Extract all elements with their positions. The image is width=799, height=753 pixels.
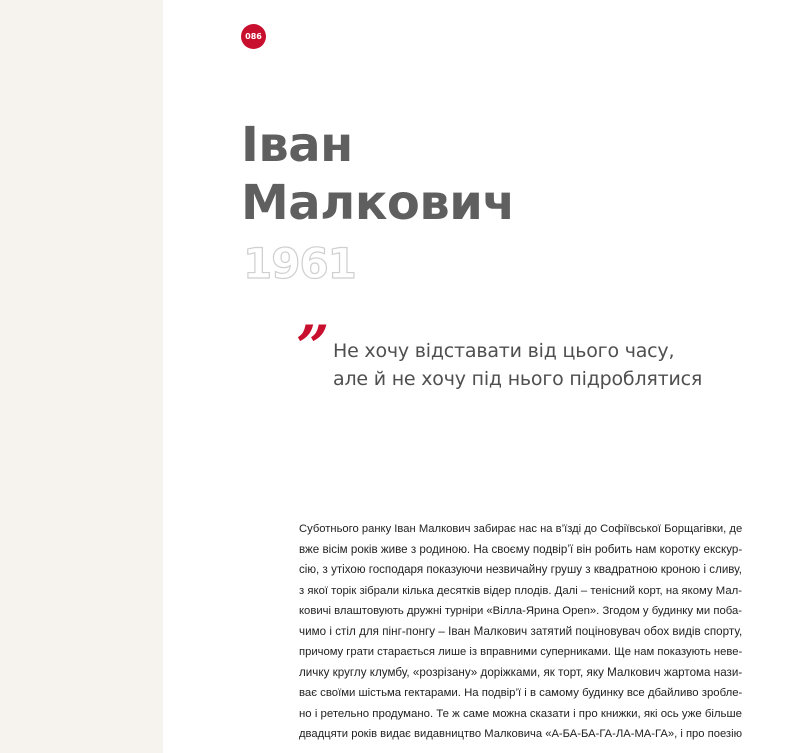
body-line: Суботнього ранку Іван Малкович забирає нас на в’їзді до Софіївської Борщагівки, де: [299, 523, 742, 535]
quote-line: Не хочу відставати від цього часу,: [333, 340, 675, 362]
title-line-last-name: Малкович: [241, 175, 515, 231]
birth-year: 1961: [243, 239, 356, 288]
page-number-badge: 086: [241, 24, 266, 49]
body-line: з якої торік зібрали кілька десятків відер плодів. Далі – тенісний корт, на якому Мал-: [299, 584, 742, 597]
article-body: [299, 519, 742, 745]
body-line: но і ретельно продумано. Те ж саме можна сказати і про книжки, які ось уже більше: [299, 707, 742, 720]
body-line: причому грати старається лише із вправними суперниками. Ще нам показують неве-: [299, 646, 742, 658]
body-line: вже вісім років живе з родиною. На своєму подвір’ї він робить нам коротку екскур-: [299, 542, 742, 556]
body-line: ковичі влаштовують дружні турніри «Вілла-Ярина Open». Згодом у будинку ми поба-: [299, 605, 742, 617]
body-line: личку круглу клумбу, «розрізану» доріжками, як торт, яку Малкович жартома нази-: [299, 665, 742, 679]
quote-mark-icon: ”: [296, 313, 330, 381]
body-line: чимо і стіл для пінг-понгу – Іван Малкович затятий поціновувач обох видів спорту,: [299, 624, 742, 638]
pull-quote: [333, 337, 702, 393]
quote-line: але й не хочу під нього підроблятися: [333, 368, 703, 390]
page-margin: [0, 0, 163, 753]
body-line: ває своїми шістьма гектарами. На подвір’ї і в самому будинку все дбайливо зроблe-: [299, 687, 742, 699]
title-line-first-name: Іван: [241, 117, 353, 173]
page-title: [241, 116, 515, 232]
body-line: двадцяти років видає видавництво Малковича «А-БА-БА-ГА-ЛА-МА-ГА», і про поезію: [299, 728, 742, 740]
body-line: сію, з утіхою господаря показуючи незвичайну грушу з квадратною кроною і сливу,: [299, 564, 742, 576]
